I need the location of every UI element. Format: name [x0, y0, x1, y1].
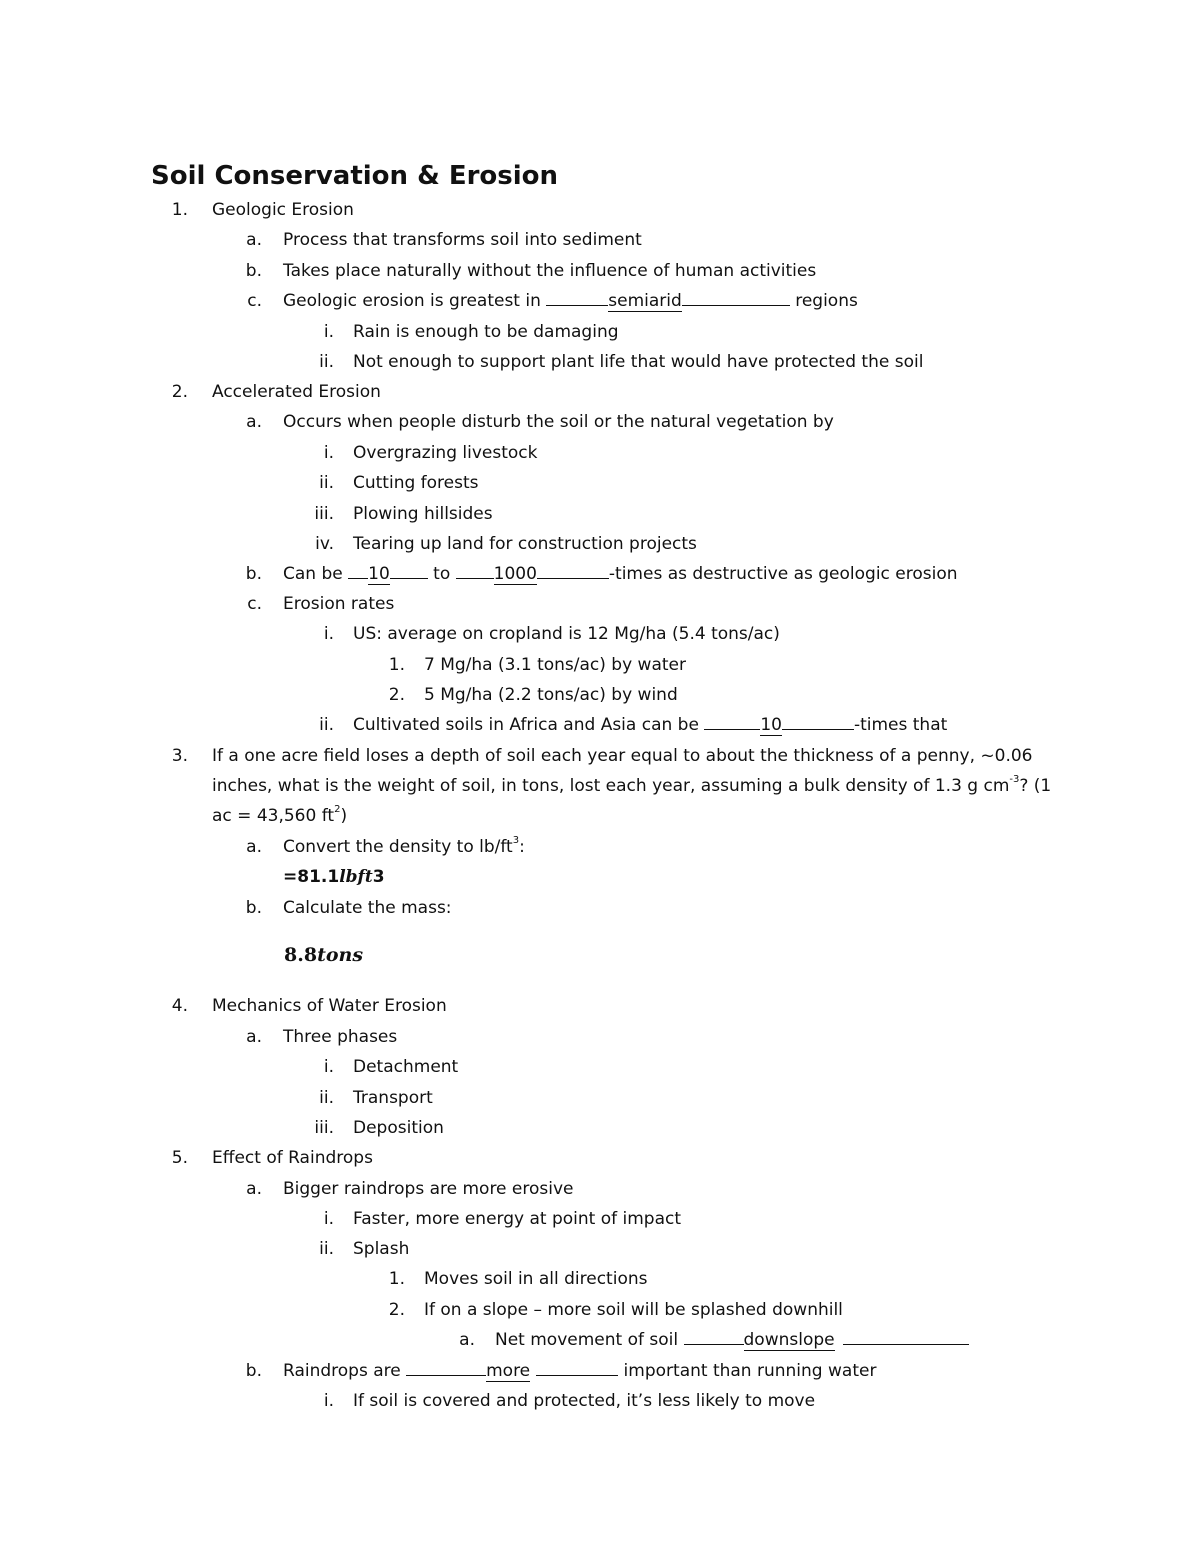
list-item-text: Faster, more energy at point of impact	[353, 1209, 682, 1229]
list-item-text: Deposition	[353, 1118, 444, 1138]
answer-blank	[390, 561, 428, 579]
list-marker: 5.	[171, 1148, 188, 1168]
sentence-text: Cultivated soils in Africa and Asia can be	[353, 715, 705, 735]
sentence-text: Geologic erosion is greatest in	[283, 291, 547, 311]
list-marker: b.	[245, 261, 262, 281]
list-marker: iii.	[314, 1118, 334, 1138]
fill-in-sentence	[283, 1356, 876, 1386]
filled-answer: semiarid	[608, 291, 682, 311]
section-heading: Mechanics of Water Erosion	[212, 996, 447, 1016]
filled-answer: 1000	[493, 564, 537, 584]
question-text: If a one acre field loses a depth of soil each year equal to about the thickness of a penny, ~0.06	[212, 746, 1033, 766]
list-item-text: Moves soil in all directions	[424, 1269, 648, 1289]
sentence-text: ac = 43,560 ft	[212, 806, 335, 826]
list-item-text: 7 Mg/ha (3.1 tons/ac) by water	[424, 655, 686, 675]
sentence-text: regions	[789, 291, 858, 311]
answer-blank	[546, 288, 608, 306]
section-heading: Geologic Erosion	[212, 200, 354, 220]
list-item-text: Cutting forests	[353, 473, 479, 493]
answer-blank	[406, 1358, 486, 1376]
question-text	[212, 801, 347, 831]
sentence-text: :	[519, 837, 525, 857]
list-marker: 2.	[171, 382, 188, 402]
list-marker: ii.	[319, 1088, 334, 1108]
answer-exponent: 3	[372, 867, 385, 887]
list-item-text: Process that transforms soil into sediment	[283, 230, 642, 250]
list-item-text: Overgrazing livestock	[353, 443, 538, 463]
sentence-text: )	[340, 806, 348, 826]
list-item-text: Transport	[353, 1088, 433, 1108]
fill-in-sentence	[495, 1325, 969, 1355]
sentence-text: Convert the density to lb/ft	[283, 837, 513, 857]
list-item-text: If soil is covered and protected, it’s less likely to move	[353, 1391, 816, 1411]
section-heading: Effect of Raindrops	[212, 1148, 373, 1168]
answer-value: =81.1	[283, 867, 340, 887]
list-item-text: If on a slope – more soil will be splashed downhill	[424, 1300, 843, 1320]
answer-blank	[782, 712, 854, 730]
list-marker: b.	[245, 1361, 262, 1381]
answer-blank	[536, 1358, 618, 1376]
list-marker: 2.	[388, 1300, 405, 1320]
list-marker: a.	[246, 837, 262, 857]
answer-blank	[704, 712, 760, 730]
document-title: Soil Conservation & Erosion	[151, 161, 559, 191]
list-item-text: Bigger raindrops are more erosive	[283, 1179, 574, 1199]
list-marker: ii.	[319, 473, 334, 493]
list-marker: ii.	[319, 715, 334, 735]
list-marker: a.	[246, 412, 262, 432]
list-item-text: Calculate the mass:	[283, 898, 452, 918]
mass-answer	[284, 940, 363, 970]
section-heading: Accelerated Erosion	[212, 382, 381, 402]
list-item-text: 5 Mg/ha (2.2 tons/ac) by wind	[424, 685, 678, 705]
list-item-text: US: average on cropland is 12 Mg/ha (5.4 tons/ac)	[353, 624, 780, 644]
list-marker: i.	[323, 1209, 334, 1229]
list-item-text: Rain is enough to be damaging	[353, 322, 619, 342]
list-item-text: Takes place naturally without the influence of human activities	[283, 261, 817, 281]
sentence-text: to	[427, 564, 456, 584]
list-marker: 4.	[171, 996, 188, 1016]
list-marker: i.	[323, 322, 334, 342]
fill-in-sentence	[353, 710, 947, 740]
list-marker: iii.	[314, 504, 334, 524]
list-marker: 3.	[171, 746, 188, 766]
superscript: -3	[1009, 774, 1020, 786]
list-item-text	[283, 832, 525, 862]
list-item-text: Detachment	[353, 1057, 459, 1077]
list-marker: 1.	[171, 200, 188, 220]
list-marker: a.	[246, 230, 262, 250]
list-item-text: Three phases	[283, 1027, 398, 1047]
answer-blank	[348, 561, 368, 579]
list-marker: a.	[246, 1179, 262, 1199]
superscript: 3	[512, 835, 520, 847]
answer-blank	[456, 561, 494, 579]
fill-in-sentence	[283, 286, 858, 316]
list-marker: ii.	[319, 352, 334, 372]
sentence-text: inches, what is the weight of soil, in tons, lost each year, assuming a bulk density of 1.3 g cm	[212, 776, 1010, 796]
answer-blank	[843, 1327, 969, 1345]
sentence-text: -times as destructive as geologic erosion	[608, 564, 958, 584]
list-marker: i.	[323, 1057, 334, 1077]
superscript: 2	[334, 804, 341, 816]
answer-unit: tons	[317, 944, 364, 966]
list-item-text: Tearing up land for construction projects	[353, 534, 697, 554]
list-item-text: Plowing hillsides	[353, 504, 493, 524]
list-marker: 1.	[388, 655, 405, 675]
list-marker: i.	[323, 624, 334, 644]
list-marker: 1.	[388, 1269, 405, 1289]
answer-value: 8.8	[284, 944, 318, 966]
list-marker: b.	[245, 898, 262, 918]
filled-answer: 10	[760, 715, 782, 735]
list-marker: a.	[246, 1027, 262, 1047]
answer-blank	[684, 1327, 744, 1345]
list-item-text: Splash	[353, 1239, 410, 1259]
filled-answer: downslope	[743, 1330, 835, 1350]
sentence-text: Net movement of soil	[495, 1330, 684, 1350]
list-marker: i.	[323, 1391, 334, 1411]
list-marker: b.	[245, 564, 262, 584]
sentence-text: Can be	[283, 564, 349, 584]
list-marker: i.	[323, 443, 334, 463]
list-marker: a.	[459, 1330, 475, 1350]
list-marker: c.	[247, 594, 262, 614]
sentence-text: -times that	[853, 715, 948, 735]
filled-answer: 10	[368, 564, 390, 584]
answer-blank	[682, 288, 790, 306]
filled-answer: more	[486, 1361, 531, 1381]
sentence-text: ? (1	[1019, 776, 1052, 796]
fill-in-sentence	[283, 559, 958, 589]
list-marker: iv.	[315, 534, 334, 554]
answer-unit: lbft	[339, 867, 373, 887]
density-answer	[283, 862, 385, 892]
sentence-text: Raindrops are	[283, 1361, 407, 1381]
list-item-text: Occurs when people disturb the soil or the natural vegetation by	[283, 412, 834, 432]
question-text	[212, 771, 1051, 801]
list-marker: ii.	[319, 1239, 334, 1259]
list-marker: c.	[247, 291, 262, 311]
list-item-text: Not enough to support plant life that would have protected the soil	[353, 352, 924, 372]
list-marker: 2.	[388, 685, 405, 705]
sentence-text: important than running water	[618, 1361, 877, 1381]
answer-blank	[537, 561, 609, 579]
list-item-text: Erosion rates	[283, 594, 395, 614]
